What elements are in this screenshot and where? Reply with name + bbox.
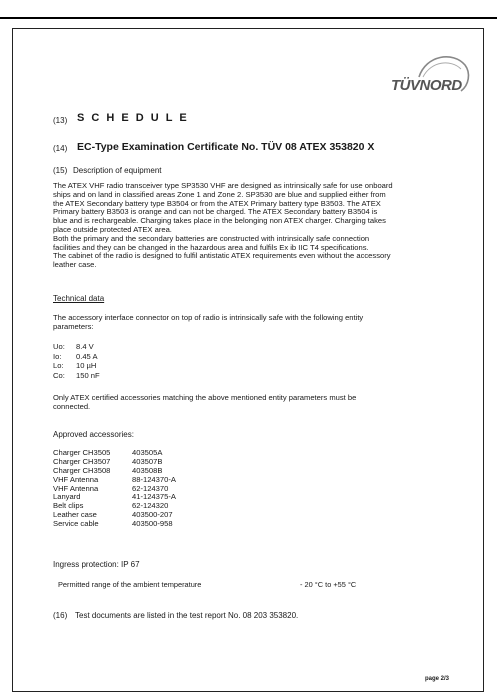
certificate-title: EC-Type Examination Certificate No. TÜV 08 ATEX 353820 X (77, 141, 375, 153)
description-line: Both the primary and the secondary batteries are constructed with intrinsically safe connection (53, 233, 370, 243)
accessory-name: Charger CH3507 (53, 456, 111, 466)
accessory-code: 41-124375-A (132, 492, 176, 502)
description-line: The cabinet of the radio is designed to fulfil antistatic ATEX requirements even without the accessory (53, 251, 391, 261)
accessory-code: 403505A (132, 448, 163, 457)
ambient-temperature-label: Permitted range of the ambient temperature (58, 580, 202, 589)
accessory-name: Lanyard (53, 492, 81, 502)
top-rule (0, 17, 497, 19)
section-16-number: (16) (53, 611, 68, 620)
description-line: facilities and they can be changed in the hazardous area and fulfils Ex ib IIC T4 specifications. (53, 242, 369, 252)
description-line: Primary battery B3503 is orange and can not be charged. The ATEX Secondary battery B3504 is (53, 207, 378, 217)
param-value: 8.4 V (76, 342, 94, 351)
accessory-code: 403500-207 (132, 510, 173, 520)
tuv-nord-logo (381, 51, 477, 97)
param-value: 10 µH (76, 361, 97, 370)
technical-intro-line: The accessory interface connector on top of radio is intrinsically safe with the following entity (53, 313, 364, 322)
param-label: Uo: (53, 342, 65, 351)
accessory-code: 403508B (132, 465, 163, 475)
param-value: 0.45 A (76, 351, 98, 361)
description-paragraph (53, 182, 468, 270)
entity-param-values (76, 342, 100, 380)
accessory-code: 403500-958 (132, 519, 173, 529)
technical-data-heading: Technical data (53, 294, 105, 303)
test-documents-text: Test documents are listed in the test report No. 08 203 353820. (75, 611, 299, 620)
ambient-temperature-value: - 20 °C to +55 °C (300, 580, 357, 589)
approved-accessories-heading: Approved accessories: (53, 430, 134, 439)
accessory-code: 403507B (132, 456, 163, 466)
param-label: Co: (53, 370, 65, 380)
accessory-code: 62-124320 (132, 501, 169, 511)
technical-intro (53, 314, 468, 332)
description-line: leather case. (53, 260, 97, 270)
description-line: ships and on land in classified areas Zone 1 and Zone 2. SP3530 are blue and supplied either from (53, 189, 386, 199)
description-line: The ATEX VHF radio transceiver type SP3530 VHF are designed as intrinsically safe for use onboard (53, 181, 393, 190)
description-line: blue and is rechargeable. Charging takes place in the belonging non ATEX charger. Charging takes (53, 216, 386, 226)
accessory-name: Service cable (53, 519, 99, 529)
description-line: place outside protected ATEX area. (53, 224, 172, 234)
accessory-code: 62-124370 (132, 483, 169, 493)
section-15-number: (15) (53, 166, 68, 175)
param-value: 150 nF (76, 370, 100, 380)
accessory-name: VHF Antenna (53, 474, 99, 484)
page-number: page 2/3 (425, 676, 450, 682)
schedule-title: S C H E D U L E (77, 112, 189, 124)
accessory-name: Charger CH3505 (53, 448, 111, 457)
accessory-note-line: connected. (53, 401, 91, 411)
section-14-number: (14) (53, 144, 68, 153)
param-label: Io: (53, 351, 62, 361)
accessory-note (53, 394, 468, 412)
certificate-page (12, 28, 484, 692)
param-label: Lo: (53, 361, 64, 370)
accessory-code: 88-124370-A (132, 474, 176, 484)
accessory-name: Charger CH3508 (53, 465, 111, 475)
logo-text: TÜVNORD (391, 77, 462, 94)
accessory-name: VHF Antenna (53, 483, 99, 493)
technical-intro-line: parameters: (53, 321, 94, 331)
accessory-name: Belt clips (53, 501, 84, 511)
accessory-codes (132, 449, 176, 529)
section-13-number: (13) (53, 116, 68, 125)
ingress-protection: Ingress protection: IP 67 (53, 560, 140, 569)
description-heading: Description of equipment (73, 166, 162, 175)
accessory-note-line: Only ATEX certified accessories matching the above mentioned entity parameters must be (53, 393, 357, 402)
accessory-name: Leather case (53, 510, 97, 520)
entity-param-labels (53, 342, 65, 380)
accessory-names (53, 449, 110, 529)
description-line: the ATEX Secondary battery type B3504 or from the ATEX Primary battery type B3503. The ATEX (53, 198, 381, 208)
